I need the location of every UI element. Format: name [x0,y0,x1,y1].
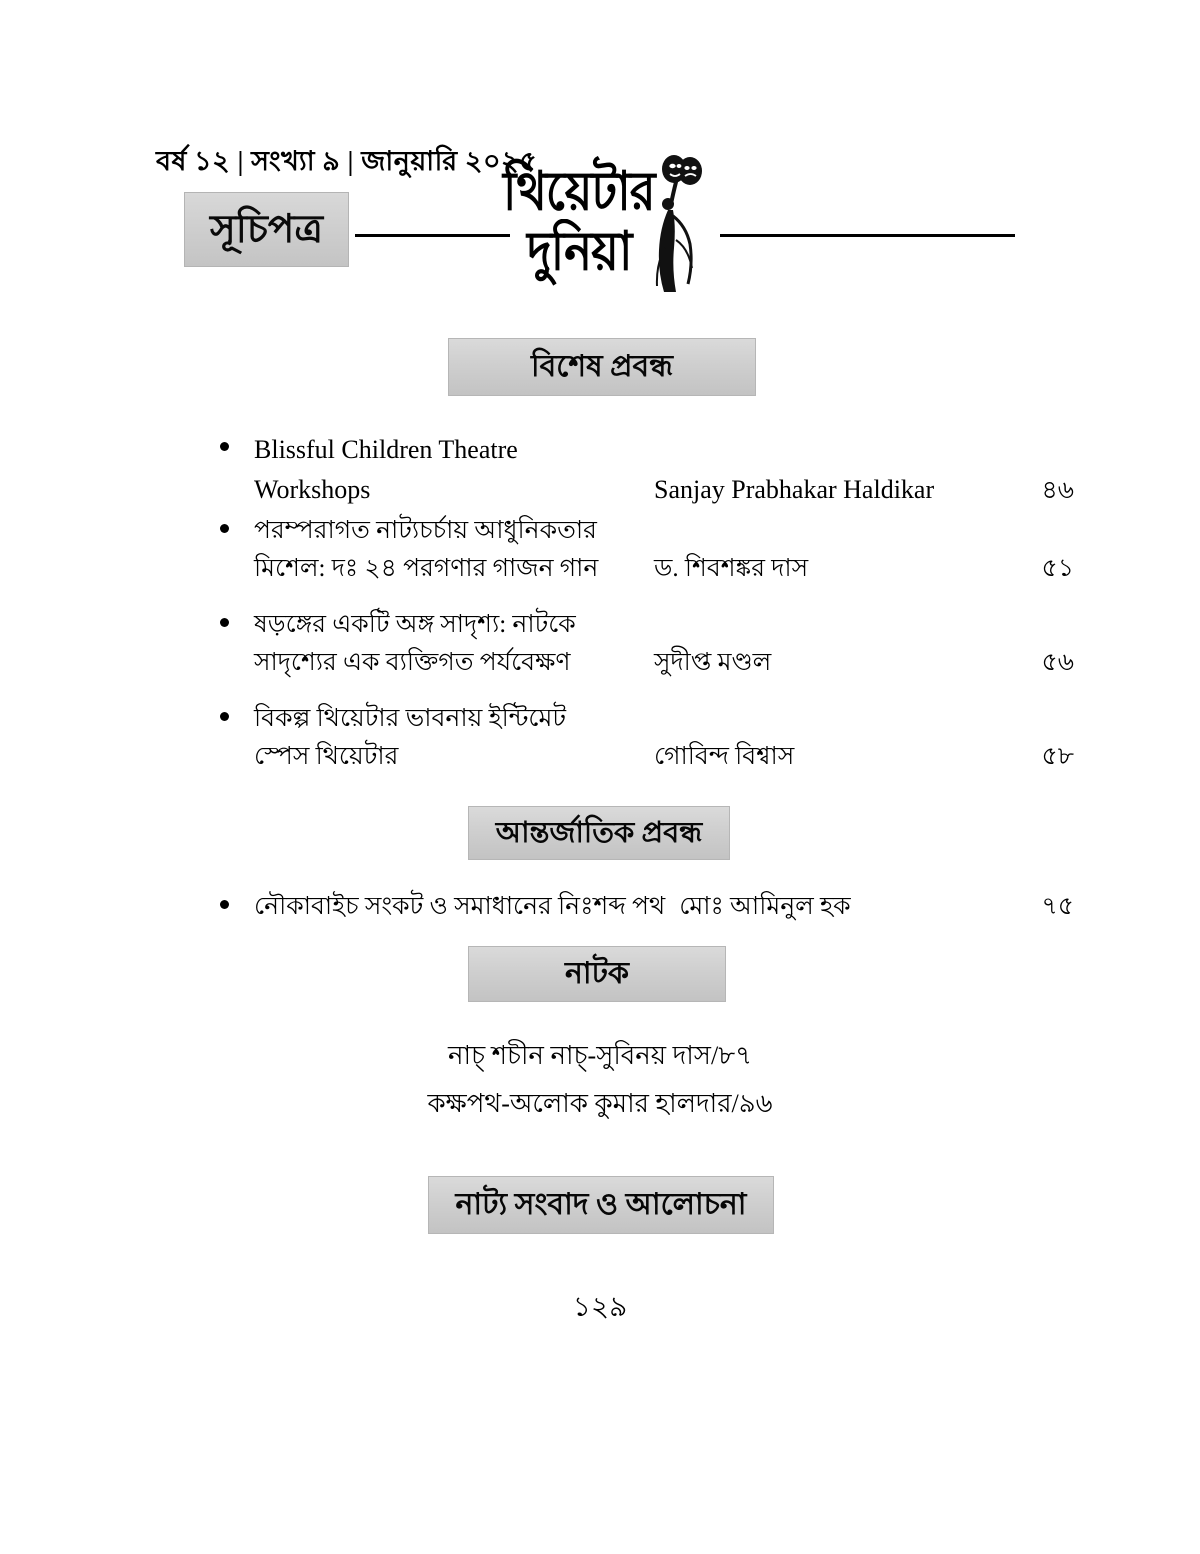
entry-page-number: ৫৮ [1041,743,1074,770]
section-header-natok [468,946,726,1002]
section-header-label: নাটক [565,957,629,990]
toc-badge-label: সূচিপত্র [209,208,324,251]
bullet-icon [220,900,229,909]
section-header-label: নাট্য সংবাদ ও আলোচনা [455,1188,747,1221]
section-header-label: আন্তর্জাতিক প্রবন্ধ [495,816,703,849]
entry-page-number: ৫৬ [1041,649,1074,676]
theatre-masks-figure-icon [646,152,708,294]
bullet-icon [220,618,229,627]
entry-title-line2: Workshops [254,474,371,504]
toc-entry[interactable] [212,430,1074,510]
page-folio-number: ১২৯ [572,1292,628,1323]
entry-title-line1: ষড়ঙ্গের একটি অঙ্গ সাদৃশ্য: নাটকে [254,611,576,638]
entry-author: ড. শিবশঙ্কর দাস [654,555,809,582]
entry-page-number: ৪৬ [1041,476,1074,504]
section-header-special-article [448,338,756,396]
entry-title-line1: বিকল্প থিয়েটার ভাবনায় ইন্টিমেট [254,705,566,732]
entry-title-line2: সাদৃশ্যের এক ব্যক্তিগত পর্যবেক্ষণ [254,649,571,676]
toc-entry[interactable] [212,606,1074,682]
international-article-entry-list [212,888,1074,938]
toc-badge [184,192,349,267]
entry-title-line1: Blissful Children Theatre [254,435,518,464]
toc-entry[interactable] [212,512,1074,588]
entry-page-number: ৫১ [1041,555,1074,582]
natok-item[interactable]: কক্ষপথ-অলোক কুমার হালদার/৯৬ [427,1089,773,1119]
special-article-entry-list [212,430,1074,780]
entry-title-line2: মিশেল: দঃ ২৪ পরগণার গাজন গান [254,555,599,582]
masthead-rule-left [355,234,510,237]
masthead [150,148,1050,298]
issue-line: বর্ষ ১২ | সংখ্যা ৯ | জানুয়ারি ২০২৫ [156,146,538,176]
entry-author: গোবিন্দ বিশ্বাস [654,743,795,770]
toc-entry[interactable] [212,888,1074,926]
entry-title-line1: পরম্পরাগত নাট্যচর্চায় আধুনিকতার [254,517,597,544]
entry-author: সুদীপ্ত মণ্ডল [654,649,772,676]
entry-title-line2: স্পেস থিয়েটার [254,743,399,770]
section-header-label: বিশেষ প্রবন্ধ [531,350,673,383]
toc-entry[interactable] [212,700,1074,776]
entry-title-line1: নৌকাবাইচ সংকট ও সমাধানের নিঃশব্দ পথ [254,893,666,920]
masthead-rule-right [720,234,1015,237]
bullet-icon [220,524,229,533]
entry-author: Sanjay Prabhakar Haldikar [654,474,935,504]
natok-item-list [0,1032,1200,1128]
magazine-logo [495,152,710,297]
section-header-theatre-news [428,1176,774,1234]
logo-word-theatre: থিয়েটার [503,162,655,223]
entry-page-number: ৭৫ [1041,893,1074,920]
section-header-international-article [468,806,730,860]
bullet-icon [220,712,229,721]
bullet-icon [220,442,229,451]
entry-author: মোঃ আমিনুল হক [679,893,851,920]
natok-item[interactable]: নাচ্ শচীন নাচ্-সুবিনয় দাস/৮৭ [447,1041,752,1070]
logo-word-duniya: দুনিয়া [527,222,632,283]
